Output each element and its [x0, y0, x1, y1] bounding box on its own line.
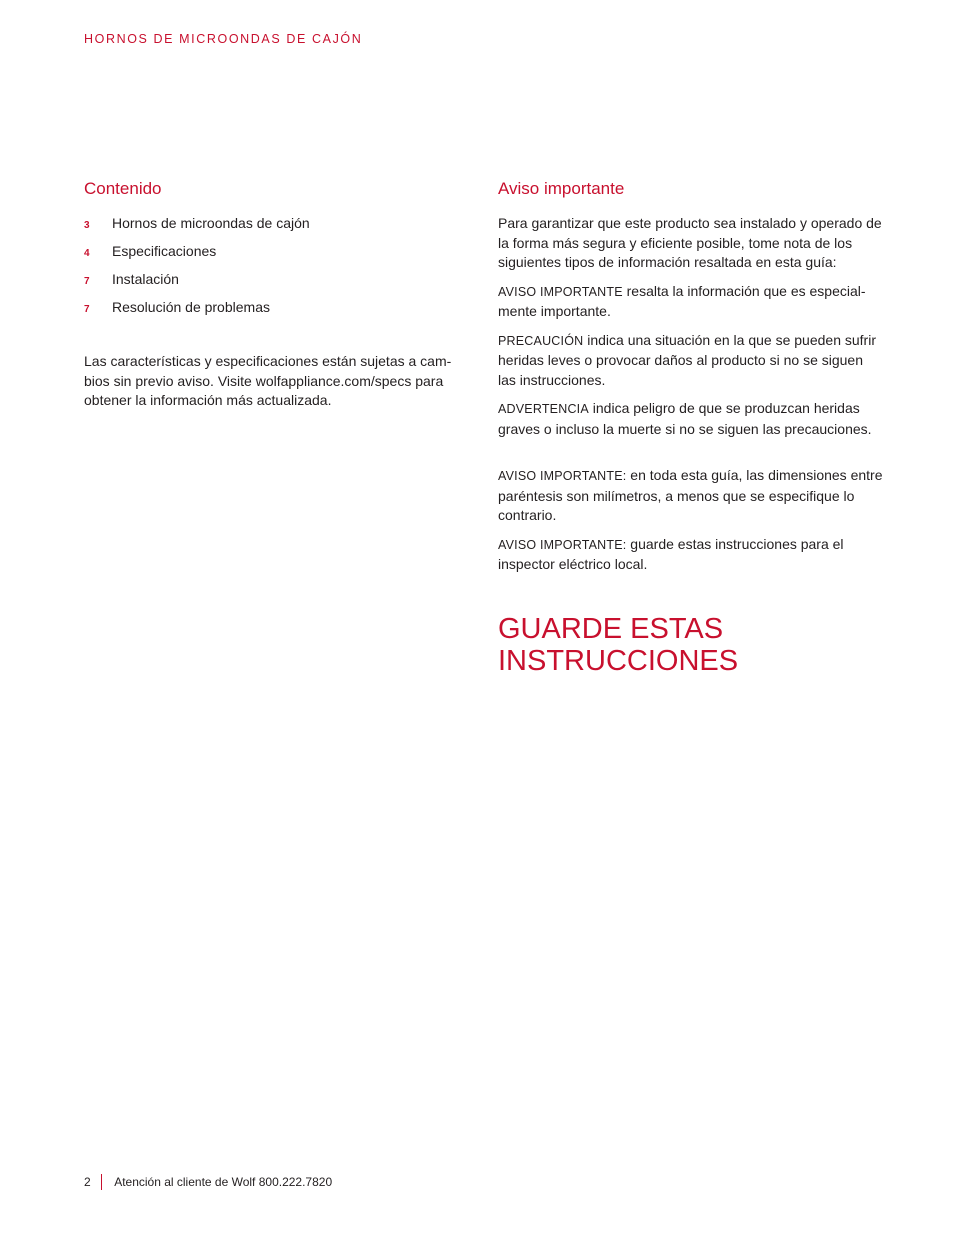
running-header: HORNOS DE MICROONDAS DE CAJÓN — [84, 32, 363, 46]
toc-page-number: 3 — [84, 220, 90, 231]
toc-label: Instalación — [112, 271, 179, 287]
notice-warning — [498, 399, 883, 439]
heading-line: INSTRUCCIONES — [498, 644, 739, 677]
notice-keep-instructions — [498, 535, 883, 575]
contents-list — [84, 214, 456, 326]
toc-item[interactable] — [84, 298, 456, 326]
notice-text: en toda esta guía, las dimensiones entre paréntesis son milímetros, a menos que se especifique lo contrario. — [498, 467, 883, 523]
toc-label: Resolución de problemas — [112, 299, 270, 315]
notice-caution — [498, 331, 883, 391]
page-footer — [84, 1174, 332, 1190]
specs-change-note — [84, 352, 456, 411]
note-line: Las características y especificaciones están sujetas a cam- — [84, 353, 452, 369]
footer-divider — [101, 1174, 103, 1190]
contents-column — [84, 178, 456, 411]
toc-page-number: 7 — [84, 304, 90, 315]
toc-item[interactable] — [84, 214, 456, 242]
keyword: AVISO IMPORTANTE: — [498, 537, 627, 552]
notice-column — [498, 178, 883, 677]
notice-text: resalta la información que es especial-mente importante. — [498, 282, 866, 319]
notice-text: indica una situación en la que se pueden sufrir heridas leves o provocar daños al producto si no se siguen las instrucciones. — [498, 331, 876, 388]
contents-title: Contenido — [84, 179, 162, 198]
notice-text: guarde estas instrucciones para el inspector eléctrico local. — [498, 535, 844, 572]
note-line: obtener la información más actualizada. — [84, 392, 332, 408]
heading-line: GUARDE ESTAS — [498, 612, 724, 645]
notice-dimensions — [498, 466, 883, 526]
note-line: bios sin previo aviso. Visite wolfappliance.com/specs para — [84, 372, 444, 389]
toc-page-number: 4 — [84, 248, 90, 259]
keyword: PRECAUCIÓN — [498, 333, 584, 348]
page-number: 2 — [84, 1175, 91, 1189]
customer-care-contact: Atención al cliente de Wolf 800.222.7820 — [114, 1175, 333, 1189]
keyword: AVISO IMPORTANTE — [498, 284, 623, 299]
notice-title: Aviso importante — [498, 179, 625, 198]
notice-important — [498, 282, 883, 322]
toc-item[interactable] — [84, 270, 456, 298]
keyword: ADVERTENCIA — [498, 402, 589, 416]
toc-label: Especificaciones — [112, 243, 217, 259]
keyword: AVISO IMPORTANTE: — [498, 469, 627, 483]
toc-page-number: 7 — [84, 276, 90, 287]
save-instructions-heading — [498, 613, 883, 677]
toc-label: Hornos de microondas de cajón — [112, 215, 310, 231]
notice-intro: Para garantizar que este producto sea instalado y operado de la forma más segura y eficiente posible, tome nota de los siguientes tipos de información resaltada en esta guía: — [498, 215, 882, 270]
toc-item[interactable] — [84, 242, 456, 270]
notice-text: indica peligro de que se produzcan heridas graves o incluso la muerte si no se siguen las precauciones. — [498, 400, 872, 437]
